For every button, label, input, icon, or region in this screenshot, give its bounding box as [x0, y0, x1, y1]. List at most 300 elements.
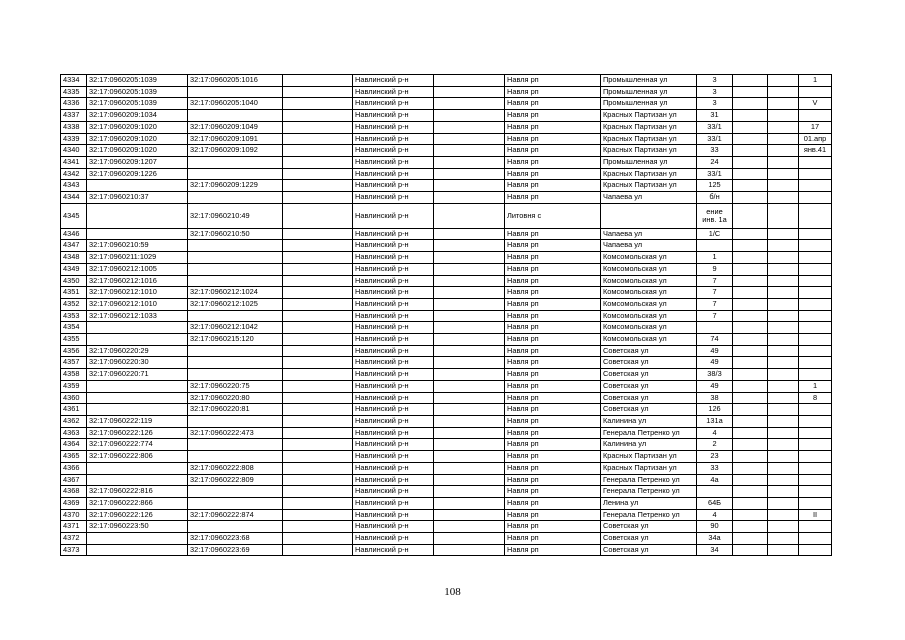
- cell-street: Генерала Петренко ул: [601, 474, 697, 486]
- cell-blank-column: [283, 228, 353, 240]
- cell-blank-column: [283, 275, 353, 287]
- cell-street: Советская ул: [601, 369, 697, 381]
- cell-settlement: Навля рп: [505, 439, 601, 451]
- cell-street: Генерала Петренко ул: [601, 509, 697, 521]
- cell-extra-value: [799, 180, 832, 192]
- cell-row-number: 4370: [61, 509, 87, 521]
- cell-house-number: 1/С: [697, 228, 733, 240]
- cell-row-number: 4353: [61, 310, 87, 322]
- cell-street: Комсомольская ул: [601, 252, 697, 264]
- cell-extra-value: 17: [799, 121, 832, 133]
- cell-street: Комсомольская ул: [601, 287, 697, 299]
- cell-blank-column: [283, 462, 353, 474]
- cell-cadastral-number: [87, 462, 188, 474]
- cell-street: Комсомольская ул: [601, 334, 697, 346]
- cell-cadastral-number: 32:17:0960209:1226: [87, 168, 188, 180]
- cell-row-number: 4355: [61, 334, 87, 346]
- cell-settlement: Навля рп: [505, 252, 601, 264]
- cell-blank-column-4: [768, 203, 799, 228]
- cell-street: Советская ул: [601, 544, 697, 556]
- cell-cadastral-number: 32:17:0960212:1010: [87, 298, 188, 310]
- cell-extra-value: [799, 544, 832, 556]
- cell-blank-column-4: [768, 369, 799, 381]
- cell-house-number: 34а: [697, 533, 733, 545]
- cell-blank-column: [283, 263, 353, 275]
- cell-parent-cadastral-number: 32:17:0960220:75: [188, 380, 283, 392]
- cell-street: Ленина ул: [601, 497, 697, 509]
- cell-row-number: 4356: [61, 345, 87, 357]
- cell-blank-column-4: [768, 427, 799, 439]
- table-row: [61, 133, 832, 145]
- cell-settlement: Навля рп: [505, 180, 601, 192]
- table-row: [61, 427, 832, 439]
- cell-house-number: 33/1: [697, 168, 733, 180]
- cell-settlement: Навля рп: [505, 86, 601, 98]
- table-row: [61, 322, 832, 334]
- cell-street: Комсомольская ул: [601, 263, 697, 275]
- cell-blank-column: [283, 298, 353, 310]
- cell-extra-value: [799, 415, 832, 427]
- cell-settlement: Навля рп: [505, 486, 601, 498]
- cell-parent-cadastral-number: 32:17:0960209:1092: [188, 145, 283, 157]
- cell-district: Навлинский р-н: [353, 86, 434, 98]
- cell-blank-column-4: [768, 168, 799, 180]
- cell-blank-column-3: [733, 156, 768, 168]
- cell-house-number: 33: [697, 462, 733, 474]
- cell-parent-cadastral-number: 32:17:0960212:1042: [188, 322, 283, 334]
- registry-table: [60, 74, 832, 556]
- cell-parent-cadastral-number: 32:17:0960223:68: [188, 533, 283, 545]
- cell-settlement: Навля рп: [505, 168, 601, 180]
- cell-parent-cadastral-number: 32:17:0960205:1040: [188, 98, 283, 110]
- cell-blank-column: [283, 133, 353, 145]
- cell-parent-cadastral-number: [188, 156, 283, 168]
- table-row: [61, 533, 832, 545]
- cell-blank-column: [283, 544, 353, 556]
- cell-extra-value: [799, 275, 832, 287]
- table-row: [61, 263, 832, 275]
- cell-blank-column-3: [733, 521, 768, 533]
- cell-house-number: ение инв. 1а: [697, 203, 733, 228]
- cell-blank-column-4: [768, 334, 799, 346]
- table-row: [61, 462, 832, 474]
- table-row: [61, 275, 832, 287]
- cell-parent-cadastral-number: 32:17:0960209:1229: [188, 180, 283, 192]
- cell-settlement: Навля рп: [505, 275, 601, 287]
- cell-street: Советская ул: [601, 533, 697, 545]
- cell-extra-value: II: [799, 509, 832, 521]
- cell-cadastral-number: [87, 203, 188, 228]
- cell-extra-value: [799, 240, 832, 252]
- cell-blank-column-3: [733, 192, 768, 204]
- cell-district: Навлинский р-н: [353, 145, 434, 157]
- cell-blank-column: [283, 86, 353, 98]
- cell-row-number: 4339: [61, 133, 87, 145]
- cell-parent-cadastral-number: [188, 439, 283, 451]
- cell-extra-value: янв.41: [799, 145, 832, 157]
- cell-district: Навлинский р-н: [353, 75, 434, 87]
- cell-street: Советская ул: [601, 404, 697, 416]
- cell-row-number: 4367: [61, 474, 87, 486]
- cell-row-number: 4335: [61, 86, 87, 98]
- cell-house-number: 7: [697, 275, 733, 287]
- cell-blank-column: [283, 252, 353, 264]
- cell-blank-column-4: [768, 533, 799, 545]
- cell-street: Комсомольская ул: [601, 275, 697, 287]
- cell-district: Навлинский р-н: [353, 404, 434, 416]
- cell-house-number: 7: [697, 287, 733, 299]
- table-row: [61, 345, 832, 357]
- cell-street: Красных Партизан ул: [601, 462, 697, 474]
- cell-house-number: 126: [697, 404, 733, 416]
- cell-row-number: 4334: [61, 75, 87, 87]
- cell-district: Навлинский р-н: [353, 275, 434, 287]
- cell-blank-column-3: [733, 415, 768, 427]
- cell-blank-column: [283, 369, 353, 381]
- table-row: [61, 298, 832, 310]
- cell-settlement: Навля рп: [505, 121, 601, 133]
- cell-row-number: 4362: [61, 415, 87, 427]
- cell-cadastral-number: 32:17:0960223:50: [87, 521, 188, 533]
- cell-blank-column: [283, 357, 353, 369]
- cell-blank-column-4: [768, 75, 799, 87]
- cell-extra-value: [799, 451, 832, 463]
- page-number: 108: [444, 586, 461, 598]
- cell-blank-column: [283, 180, 353, 192]
- cell-district: Навлинский р-н: [353, 415, 434, 427]
- cell-settlement: Навля рп: [505, 380, 601, 392]
- cell-extra-value: [799, 168, 832, 180]
- cell-blank-column-3: [733, 451, 768, 463]
- table-row: [61, 240, 832, 252]
- cell-blank-column-2: [434, 168, 505, 180]
- cell-cadastral-number: 32:17:0960209:1207: [87, 156, 188, 168]
- cell-parent-cadastral-number: [188, 451, 283, 463]
- cell-house-number: 23: [697, 451, 733, 463]
- cell-row-number: 4363: [61, 427, 87, 439]
- cell-blank-column-3: [733, 98, 768, 110]
- table-row: [61, 228, 832, 240]
- table-row: [61, 509, 832, 521]
- cell-blank-column-3: [733, 427, 768, 439]
- cell-cadastral-number: 32:17:0960205:1039: [87, 75, 188, 87]
- cell-row-number: 4346: [61, 228, 87, 240]
- cell-blank-column-2: [434, 462, 505, 474]
- cell-cadastral-number: 32:17:0960220:30: [87, 357, 188, 369]
- cell-row-number: 4343: [61, 180, 87, 192]
- table-row: [61, 369, 832, 381]
- cell-cadastral-number: [87, 544, 188, 556]
- cell-parent-cadastral-number: 32:17:0960215:120: [188, 334, 283, 346]
- cell-row-number: 4348: [61, 252, 87, 264]
- cell-district: Навлинский р-н: [353, 380, 434, 392]
- cell-blank-column: [283, 521, 353, 533]
- cell-blank-column-4: [768, 392, 799, 404]
- cell-extra-value: V: [799, 98, 832, 110]
- cell-blank-column-2: [434, 298, 505, 310]
- cell-blank-column-3: [733, 533, 768, 545]
- cell-house-number: 9: [697, 263, 733, 275]
- cell-parent-cadastral-number: [188, 240, 283, 252]
- table-row: [61, 451, 832, 463]
- cell-house-number: 74: [697, 334, 733, 346]
- cell-district: Навлинский р-н: [353, 263, 434, 275]
- cell-blank-column-3: [733, 75, 768, 87]
- cell-district: Навлинский р-н: [353, 509, 434, 521]
- cell-blank-column-3: [733, 497, 768, 509]
- table-row: [61, 334, 832, 346]
- cell-blank-column-2: [434, 497, 505, 509]
- cell-settlement: Навля рп: [505, 415, 601, 427]
- cell-blank-column-4: [768, 263, 799, 275]
- cell-blank-column-3: [733, 392, 768, 404]
- cell-blank-column-3: [733, 462, 768, 474]
- cell-extra-value: [799, 287, 832, 299]
- cell-district: Навлинский р-н: [353, 203, 434, 228]
- cell-blank-column: [283, 486, 353, 498]
- cell-blank-column-2: [434, 110, 505, 122]
- cell-cadastral-number: 32:17:0960222:126: [87, 509, 188, 521]
- cell-row-number: 4349: [61, 263, 87, 275]
- cell-settlement: Навля рп: [505, 263, 601, 275]
- cell-blank-column-3: [733, 110, 768, 122]
- cell-parent-cadastral-number: 32:17:0960222:809: [188, 474, 283, 486]
- cell-house-number: 49: [697, 380, 733, 392]
- cell-blank-column-4: [768, 462, 799, 474]
- cell-district: Навлинский р-н: [353, 168, 434, 180]
- cell-blank-column-3: [733, 203, 768, 228]
- cell-district: Навлинский р-н: [353, 298, 434, 310]
- cell-cadastral-number: 32:17:0960205:1039: [87, 86, 188, 98]
- cell-blank-column-2: [434, 75, 505, 87]
- cell-parent-cadastral-number: [188, 357, 283, 369]
- cell-blank-column-2: [434, 263, 505, 275]
- cell-extra-value: [799, 228, 832, 240]
- cell-extra-value: 1: [799, 380, 832, 392]
- cell-settlement: Навля рп: [505, 133, 601, 145]
- table-row: [61, 310, 832, 322]
- cell-cadastral-number: [87, 228, 188, 240]
- table-row: [61, 521, 832, 533]
- cell-blank-column: [283, 145, 353, 157]
- cell-blank-column-4: [768, 357, 799, 369]
- cell-extra-value: [799, 497, 832, 509]
- cell-blank-column-2: [434, 133, 505, 145]
- cell-extra-value: [799, 192, 832, 204]
- cell-street: Промышленная ул: [601, 86, 697, 98]
- cell-parent-cadastral-number: 32:17:0960220:80: [188, 392, 283, 404]
- cell-row-number: 4366: [61, 462, 87, 474]
- cell-district: Навлинский р-н: [353, 427, 434, 439]
- cell-district: Навлинский р-н: [353, 369, 434, 381]
- cell-parent-cadastral-number: 32:17:0960222:473: [188, 427, 283, 439]
- cell-blank-column-2: [434, 451, 505, 463]
- cell-extra-value: [799, 263, 832, 275]
- table-row: [61, 110, 832, 122]
- cell-cadastral-number: 32:17:0960205:1039: [87, 98, 188, 110]
- cell-blank-column-4: [768, 98, 799, 110]
- cell-blank-column-4: [768, 156, 799, 168]
- cell-blank-column-3: [733, 380, 768, 392]
- cell-settlement: Навля рп: [505, 357, 601, 369]
- cell-blank-column-2: [434, 427, 505, 439]
- cell-extra-value: [799, 156, 832, 168]
- cell-extra-value: [799, 462, 832, 474]
- cell-extra-value: [799, 474, 832, 486]
- cell-house-number: 125: [697, 180, 733, 192]
- cell-blank-column-3: [733, 345, 768, 357]
- cell-extra-value: [799, 203, 832, 228]
- cell-street: Комсомольская ул: [601, 322, 697, 334]
- cell-district: Навлинский р-н: [353, 180, 434, 192]
- cell-street: Промышленная ул: [601, 75, 697, 87]
- cell-settlement: Навля рп: [505, 192, 601, 204]
- cell-house-number: 7: [697, 310, 733, 322]
- cell-street: Советская ул: [601, 357, 697, 369]
- cell-blank-column: [283, 192, 353, 204]
- cell-row-number: 4354: [61, 322, 87, 334]
- cell-district: Навлинский р-н: [353, 439, 434, 451]
- cell-extra-value: [799, 357, 832, 369]
- table-row: [61, 192, 832, 204]
- cell-house-number: 24: [697, 156, 733, 168]
- cell-blank-column-4: [768, 180, 799, 192]
- cell-street: Красных Партизан ул: [601, 110, 697, 122]
- cell-settlement: Навля рп: [505, 240, 601, 252]
- cell-parent-cadastral-number: 32:17:0960223:69: [188, 544, 283, 556]
- cell-parent-cadastral-number: 32:17:0960210:50: [188, 228, 283, 240]
- cell-blank-column-3: [733, 240, 768, 252]
- cell-blank-column-4: [768, 240, 799, 252]
- cell-parent-cadastral-number: [188, 86, 283, 98]
- cell-street: Промышленная ул: [601, 156, 697, 168]
- cell-street: Советская ул: [601, 380, 697, 392]
- table-row: [61, 168, 832, 180]
- cell-blank-column-3: [733, 263, 768, 275]
- cell-house-number: 3: [697, 75, 733, 87]
- cell-parent-cadastral-number: [188, 369, 283, 381]
- cell-settlement: Навля рп: [505, 392, 601, 404]
- cell-blank-column-2: [434, 334, 505, 346]
- cell-settlement: Навля рп: [505, 451, 601, 463]
- cell-house-number: 33/1: [697, 133, 733, 145]
- cell-row-number: 4371: [61, 521, 87, 533]
- cell-settlement: Навля рп: [505, 474, 601, 486]
- cell-row-number: 4361: [61, 404, 87, 416]
- cell-extra-value: [799, 427, 832, 439]
- cell-parent-cadastral-number: [188, 521, 283, 533]
- cell-street: Красных Партизан ул: [601, 168, 697, 180]
- cell-house-number: 49: [697, 357, 733, 369]
- cell-blank-column-3: [733, 145, 768, 157]
- cell-blank-column-3: [733, 133, 768, 145]
- cell-district: Навлинский р-н: [353, 474, 434, 486]
- cell-cadastral-number: 32:17:0960222:866: [87, 497, 188, 509]
- cell-house-number: 3: [697, 98, 733, 110]
- cell-blank-column: [283, 404, 353, 416]
- cell-blank-column-2: [434, 521, 505, 533]
- cell-parent-cadastral-number: [188, 263, 283, 275]
- cell-extra-value: [799, 533, 832, 545]
- table-row: [61, 203, 832, 228]
- cell-blank-column: [283, 121, 353, 133]
- cell-blank-column: [283, 168, 353, 180]
- cell-blank-column-3: [733, 486, 768, 498]
- cell-blank-column-2: [434, 252, 505, 264]
- cell-blank-column: [283, 110, 353, 122]
- cell-cadastral-number: 32:17:0960222:774: [87, 439, 188, 451]
- cell-row-number: 4351: [61, 287, 87, 299]
- cell-blank-column-2: [434, 180, 505, 192]
- cell-cadastral-number: [87, 334, 188, 346]
- cell-street: Чапаева ул: [601, 228, 697, 240]
- cell-blank-column: [283, 415, 353, 427]
- cell-row-number: 4372: [61, 533, 87, 545]
- cell-row-number: 4369: [61, 497, 87, 509]
- cell-settlement: Навля рп: [505, 509, 601, 521]
- cell-settlement: Навля рп: [505, 462, 601, 474]
- cell-row-number: 4340: [61, 145, 87, 157]
- cell-blank-column: [283, 392, 353, 404]
- cell-settlement: Навля рп: [505, 521, 601, 533]
- cell-row-number: 4342: [61, 168, 87, 180]
- cell-blank-column-4: [768, 287, 799, 299]
- cell-street: Советская ул: [601, 392, 697, 404]
- cell-row-number: 4336: [61, 98, 87, 110]
- cell-extra-value: [799, 439, 832, 451]
- cell-row-number: 4337: [61, 110, 87, 122]
- cell-parent-cadastral-number: 32:17:0960210:49: [188, 203, 283, 228]
- table-row: [61, 392, 832, 404]
- cell-street: [601, 203, 697, 228]
- cell-blank-column-4: [768, 121, 799, 133]
- cell-row-number: 4338: [61, 121, 87, 133]
- cell-district: Навлинский р-н: [353, 133, 434, 145]
- cell-district: Навлинский р-н: [353, 334, 434, 346]
- cell-blank-column: [283, 451, 353, 463]
- cell-house-number: 31: [697, 110, 733, 122]
- table-row: [61, 180, 832, 192]
- cell-blank-column-3: [733, 287, 768, 299]
- cell-street: Чапаева ул: [601, 240, 697, 252]
- cell-settlement: Навля рп: [505, 533, 601, 545]
- cell-cadastral-number: 32:17:0960212:1016: [87, 275, 188, 287]
- cell-blank-column-4: [768, 110, 799, 122]
- cell-settlement: Навля рп: [505, 98, 601, 110]
- cell-blank-column: [283, 427, 353, 439]
- cell-house-number: 1: [697, 252, 733, 264]
- cell-blank-column-2: [434, 192, 505, 204]
- cell-cadastral-number: 32:17:0960209:1034: [87, 110, 188, 122]
- cell-cadastral-number: [87, 380, 188, 392]
- cell-settlement: Навля рп: [505, 544, 601, 556]
- cell-blank-column-2: [434, 544, 505, 556]
- cell-extra-value: [799, 486, 832, 498]
- cell-settlement: Навля рп: [505, 156, 601, 168]
- cell-extra-value: [799, 86, 832, 98]
- cell-settlement: Навля рп: [505, 145, 601, 157]
- cell-blank-column-4: [768, 252, 799, 264]
- cell-cadastral-number: 32:17:0960209:1020: [87, 121, 188, 133]
- cell-extra-value: [799, 110, 832, 122]
- cell-parent-cadastral-number: [188, 168, 283, 180]
- cell-district: Навлинский р-н: [353, 156, 434, 168]
- cell-cadastral-number: 32:17:0960220:71: [87, 369, 188, 381]
- cell-blank-column-2: [434, 203, 505, 228]
- cell-house-number: 33/1: [697, 121, 733, 133]
- cell-district: Навлинский р-н: [353, 228, 434, 240]
- cell-blank-column-4: [768, 310, 799, 322]
